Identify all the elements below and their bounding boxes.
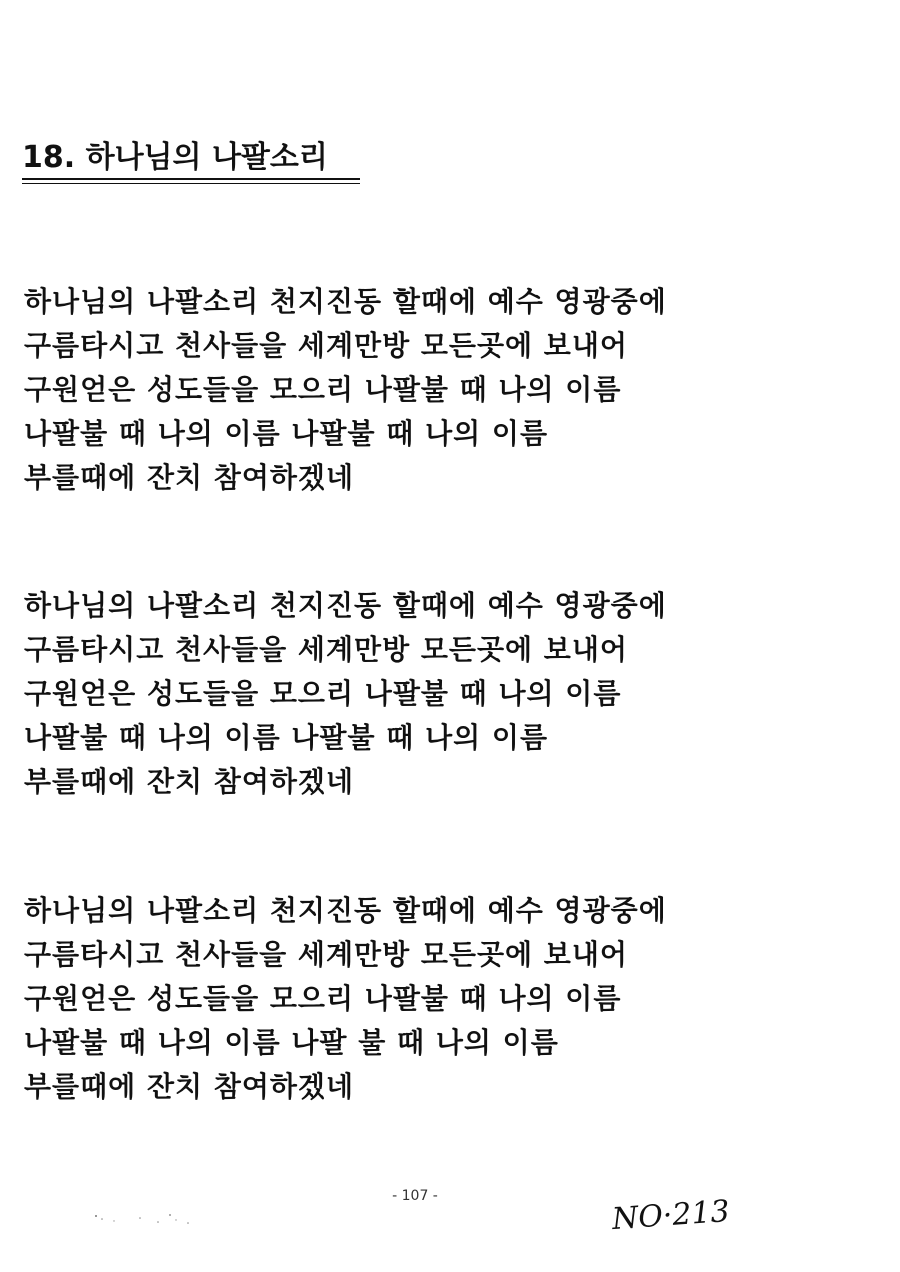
title-underline (22, 178, 360, 180)
verse-line: 구름타시고 천사들을 세계만방 모든곳에 보내어 (24, 938, 628, 971)
handwritten-number-mark: NO·213 (610, 1193, 731, 1238)
page-number: - 107 - (392, 1188, 438, 1204)
verse-line: 나팔불 때 나의 이름 나팔불 때 나의 이름 (24, 721, 549, 754)
verse-line: 하나님의 나팔소리 천지진동 할때에 예수 영광중에 (24, 894, 667, 927)
verse-line: 부를때에 잔치 참여하겠네 (24, 461, 355, 494)
verse-line: 부를때에 잔치 참여하겠네 (24, 765, 355, 798)
scan-speckles (92, 1212, 202, 1226)
verse-2 (24, 584, 884, 804)
verse-line: 구원얻은 성도들을 모으리 나팔불 때 나의 이름 (24, 982, 622, 1015)
verse-line: 하나님의 나팔소리 천지진동 할때에 예수 영광중에 (24, 589, 667, 622)
verse-line: 나팔불 때 나의 이름 나팔불 때 나의 이름 (24, 417, 549, 450)
verse-line: 구름타시고 천사들을 세계만방 모든곳에 보내어 (24, 633, 628, 666)
verse-line: 구원얻은 성도들을 모으리 나팔불 때 나의 이름 (24, 373, 622, 406)
verse-1 (24, 280, 884, 500)
song-title-block (22, 138, 360, 184)
verse-line: 나팔불 때 나의 이름 나팔 불 때 나의 이름 (24, 1026, 559, 1059)
title-underline-second (22, 183, 360, 184)
verse-line: 부를때에 잔치 참여하겠네 (24, 1070, 355, 1103)
song-title: 18. 하나님의 나팔소리 (22, 140, 328, 175)
verse-line: 구름타시고 천사들을 세계만방 모든곳에 보내어 (24, 329, 628, 362)
verse-line: 하나님의 나팔소리 천지진동 할때에 예수 영광중에 (24, 285, 667, 318)
verse-3 (24, 889, 884, 1109)
verse-line: 구원얻은 성도들을 모으리 나팔불 때 나의 이름 (24, 677, 622, 710)
